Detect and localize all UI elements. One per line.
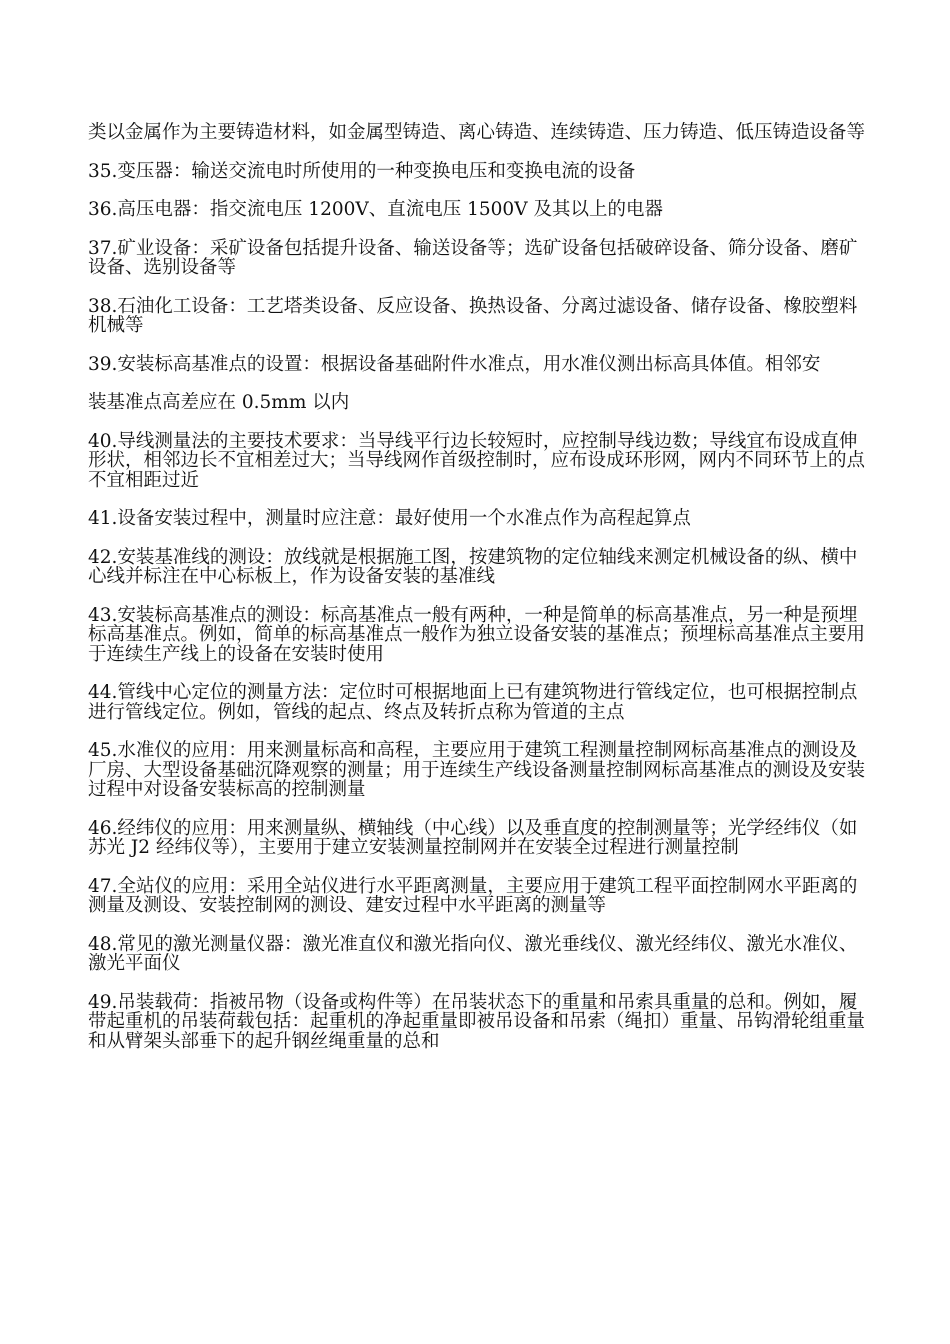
- paragraph-36-high-voltage: 36.高压电器：指交流电压 1200V、直流电压 1500V 及其以上的电器: [88, 199, 663, 220]
- paragraph-35-transformer: 35.变压器：输送交流电时所使用的一种变换电压和变换电流的设备: [88, 160, 636, 182]
- paragraph-43-benchmark: 43.安装标高基准点的测设：标高基准点一般有两种，一种是简单的标高基准点，另一种是预埋标高基准点。例如，简单的标高基准点一般作为独立设备安装的基准点；预埋标高基准点主要用于连续生产线上的设备在安装时使用: [88, 604, 866, 665]
- paragraph-49-lifting-load: 49.吊装载荷：指被吊物（设备或构件等）在吊装状态下的重量和吊索具重量的总和。例如，履带起重机的吊装荷载包括：起重机的净起重量即被吊设备和吊索（绳扣）重量、吊钩滑轮组重量和从臂架头部垂下的起升钢丝绳重量的总和: [88, 991, 866, 1052]
- paragraph-41-measurement-note: 41.设备安装过程中，测量时应注意：最好使用一个水准点作为高程起算点: [88, 508, 691, 529]
- paragraph-45-level: 45.水准仪的应用：用来测量标高和高程，主要应用于建筑工程测量控制网标高基准点的测设及厂房、大型设备基础沉降观察的测量；用于连续生产线设备测量控制网标高基准点的测设及安装过程中对设备安装标高的控制测量: [88, 740, 866, 800]
- paragraph-42-baseline: 42.安装基准线的测设：放线就是根据施工图，按建筑物的定位轴线来测定机械设备的纵、横中心线并标注在中心标板上，作为设备安装的基准线: [88, 546, 858, 587]
- paragraph-44-pipeline: 44.管线中心定位的测量方法：定位时可根据地面上已有建筑物进行管线定位，也可根据控制点进行管线定位。例如，管线的起点、终点及转折点称为管道的主点: [88, 682, 858, 723]
- paragraph-40-traverse: 40.导线测量法的主要技术要求：当导线平行边长较短时，应控制导线边数；导线宜布设成直伸形状，相邻边长不宜相差过大；当导线网作首级控制时，应布设成环形网，网内不同环节上的点不宜相距过近: [88, 430, 866, 491]
- paragraph-39-continued: 装基准点高差应在 0.5mm 以内: [88, 392, 350, 413]
- paragraph-casting-equipment: 类以金属作为主要铸造材料，如金属型铸造、离心铸造、连续铸造、压力铸造、低压铸造设备等: [88, 122, 866, 143]
- paragraph-38-petrochemical: 38.石油化工设备：工艺塔类设备、反应设备、换热设备、分离过滤设备、储存设备、橡胶塑料机械等: [88, 295, 858, 336]
- paragraph-37-mining: 37.矿业设备：采矿设备包括提升设备、输送设备等；选矿设备包括破碎设备、筛分设备、磨矿设备、选别设备等: [88, 237, 858, 278]
- document-body: [88, 123, 868, 1070]
- paragraph-47-total-station: 47.全站仪的应用：采用全站仪进行水平距离测量，主要应用于建筑工程平面控制网水平距离的测量及测设、安装控制网的测设、建安过程中水平距离的测量等: [88, 875, 858, 916]
- paragraph-46-theodolite: 46.经纬仪的应用：用来测量纵、横轴线（中心线）以及垂直度的控制测量等；光学经纬仪（如苏光 J2 经纬仪等），主要用于建立安装测量控制网并在安装全过程进行测量控制: [88, 817, 858, 858]
- paragraph-39-elevation-point: 39.安装标高基准点的设置：根据设备基础附件水准点，用水准仪测出标高具体值。相邻安: [88, 353, 821, 375]
- paragraph-48-laser: 48.常见的激光测量仪器：激光准直仪和激光指向仪、激光垂线仪、激光经纬仪、激光水准仪、激光平面仪: [88, 933, 858, 974]
